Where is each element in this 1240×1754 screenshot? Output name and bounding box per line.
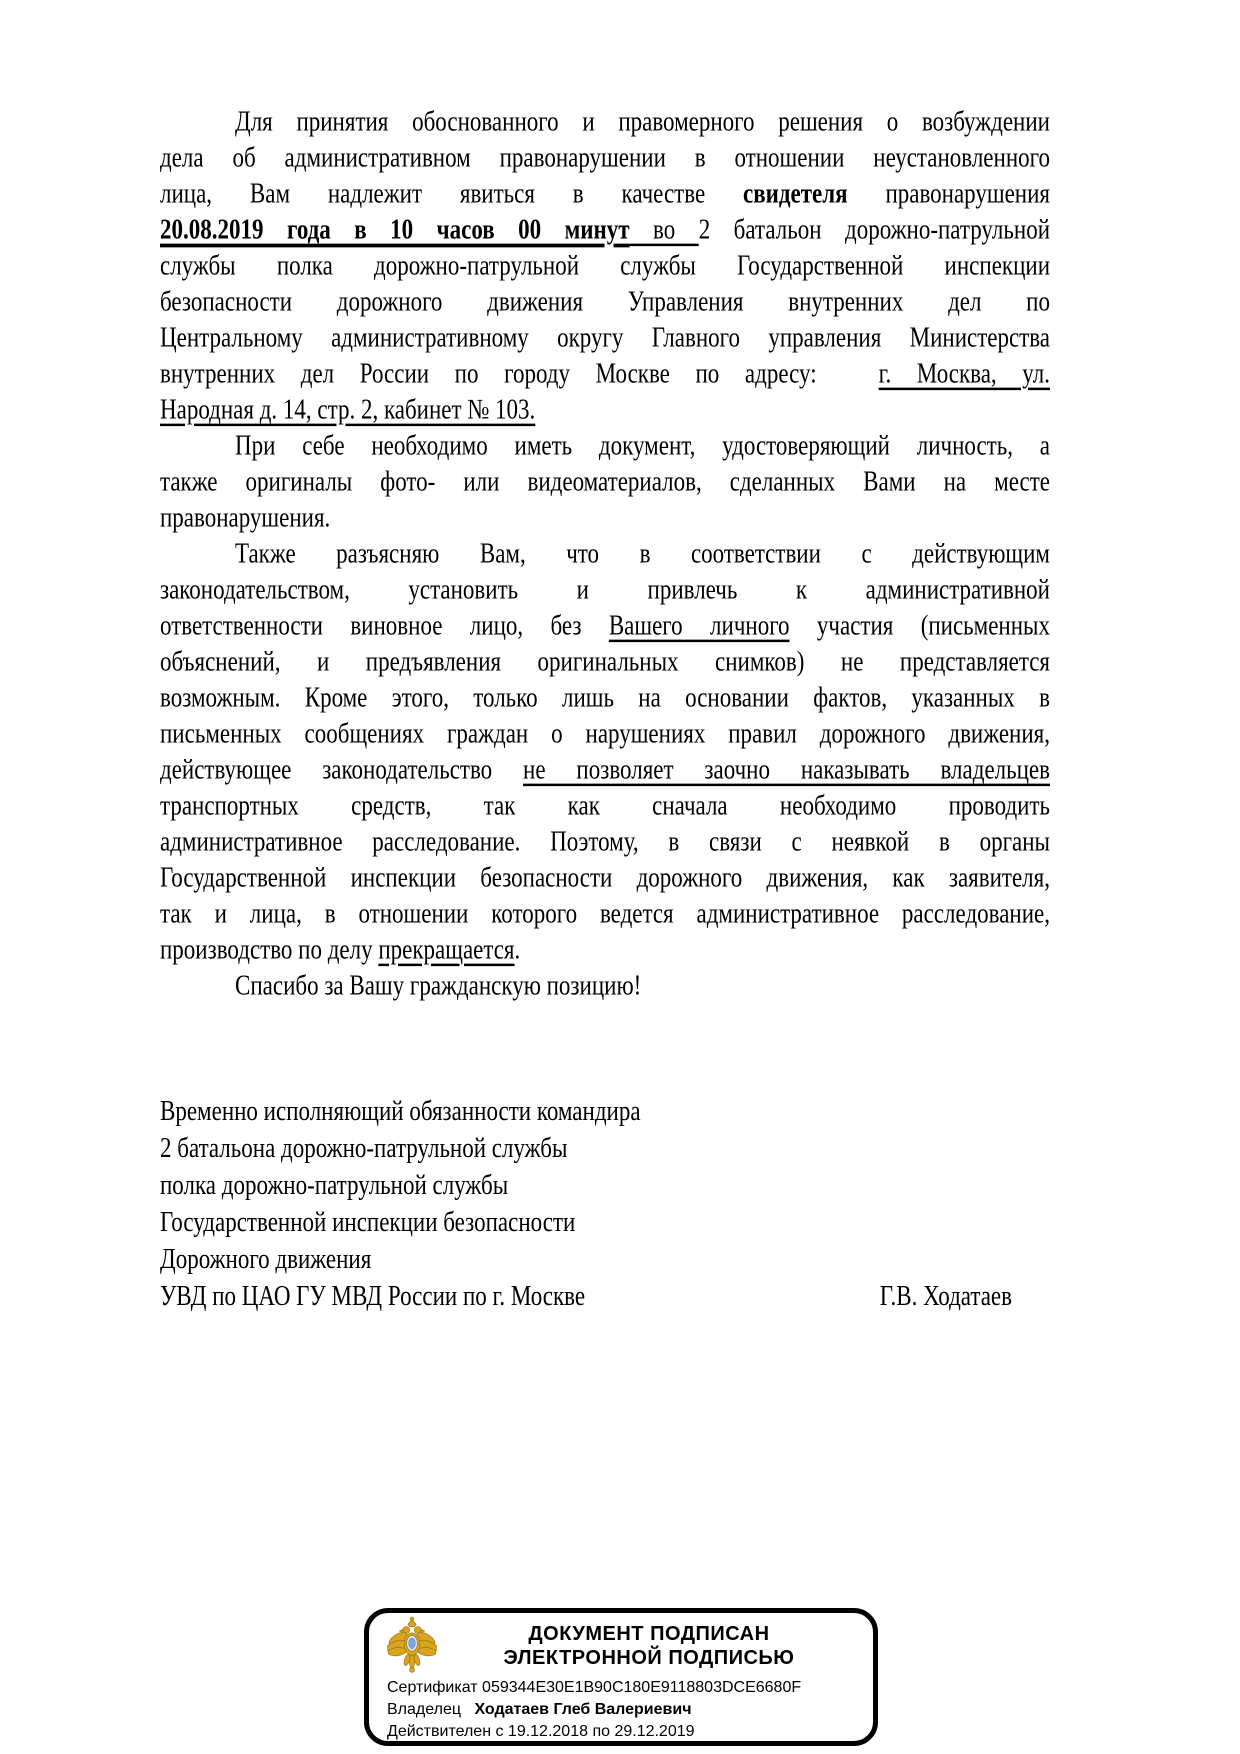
text-segment: ответственности виновное лицо, без — [160, 609, 609, 641]
text-segment: транспортных средств, так как сначала необходимо проводить — [160, 789, 1050, 821]
validity-line: Действителен с 19.12.2018 по 29.12.2019 — [387, 1723, 695, 1740]
text-segment: . — [514, 933, 521, 965]
text-segment: лица, Вам надлежит явиться в качестве — [160, 177, 744, 209]
text-segment: административное расследование. Поэтому, в связи с неявкой в органы — [160, 825, 1050, 857]
text-segment: Спасибо за Вашу гражданскую позицию! — [235, 969, 642, 1001]
text-segment: внутренних дел России по городу Москве по адресу: — [160, 357, 817, 389]
text-segment: письменных сообщениях граждан о нарушениях правил дорожного движения, — [160, 717, 1050, 749]
certificate-label: Сертификат — [387, 1679, 478, 1696]
text-segment: Государственной инспекции безопасности дорожного движения, как заявителя, — [160, 861, 1050, 893]
text-segment: Центральному административному округу Главного управления Министерства — [160, 321, 1050, 353]
mvd-eagle-emblem-icon — [387, 1616, 437, 1674]
text-segment: 2 батальон дорожно-патрульной — [698, 213, 1050, 245]
text-segment: объяснений, и предъявления оригинальных снимков) не представляется — [160, 645, 1050, 677]
signature-line: Дорожного движения — [160, 1243, 372, 1274]
text-segment: Народная д. 14, стр. 2, кабинет № 103. — [160, 393, 536, 425]
text-segment: действующее законодательство — [160, 753, 524, 785]
text-segment: При себе необходимо иметь документ, удостоверяющий личность, а — [235, 429, 1050, 461]
justify-gap — [817, 381, 879, 382]
paragraph — [160, 428, 1050, 536]
text-segment: правонарушения — [847, 177, 1050, 209]
text-segment: Вашего личного — [608, 609, 790, 641]
stamp-title-line1: ДОКУМЕНТ ПОДПИСАН — [528, 1623, 770, 1645]
owner-line — [387, 1699, 861, 1721]
paragraph — [160, 104, 1050, 428]
text-segment: дела об административном правонарушении в отношении неустановленного — [160, 141, 1050, 173]
text-segment: так и лица, в отношении которого ведется административное расследование, — [160, 897, 1050, 929]
letter-body — [160, 104, 1050, 1004]
text-segment: свидетеля — [743, 177, 848, 209]
stamp-details — [387, 1677, 861, 1743]
text-segment: законодательством, установить и привлечь к административной — [160, 573, 1050, 605]
text-segment: 20.08.2019 года в 10 часов 00 минут — [160, 213, 630, 245]
paragraph — [160, 536, 1050, 968]
text-segment: во — [629, 213, 699, 245]
stamp-title-line2: ЭЛЕКТРОННОЙ ПОДПИСЬЮ — [503, 1647, 795, 1669]
paragraph — [160, 968, 1050, 1004]
signature-line: полка дорожно-патрульной службы — [160, 1169, 509, 1200]
text-segment: безопасности дорожного движения Управления внутренних дел по — [160, 285, 1050, 317]
text-segment: Также разъясняю Вам, что в соответствии с действующим — [235, 537, 1050, 569]
signer-name: Г.В. Ходатаев — [879, 1280, 1012, 1311]
signature-stamp — [364, 1608, 878, 1746]
owner-label: Владелец — [387, 1701, 462, 1718]
text-segment: Для принятия обоснованного и правомерного решения о возбуждении — [235, 105, 1050, 137]
text-segment: службы полка дорожно-патрульной службы Государственной инспекции — [160, 249, 1050, 281]
signature-line: 2 батальона дорожно-патрульной службы — [160, 1132, 568, 1163]
text-segment: г. Москва, ул. — [878, 357, 1050, 389]
text-line — [160, 964, 1050, 1009]
text-segment: правонарушения. — [160, 501, 331, 533]
text-segment: участия (письменных — [789, 609, 1051, 641]
text-segment: также оригиналы фото- или видеоматериалов, сделанных Вами на месте — [160, 465, 1050, 497]
signature-block — [160, 1092, 1050, 1314]
signature-line: Временно исполняющий обязанности командира — [160, 1095, 641, 1126]
stamp-header — [387, 1615, 861, 1673]
owner-name: Ходатаев Глеб Валериевич — [474, 1701, 692, 1718]
text-segment: прекращается — [378, 933, 515, 965]
certificate-line — [387, 1677, 861, 1699]
stamp-title — [437, 1615, 861, 1670]
text-segment: производство по делу — [160, 933, 379, 965]
certificate-value: 059344E30E1B90C180E9118803DCE6680F — [482, 1679, 802, 1696]
signing-unit: УВД по ЦАО ГУ МВД России по г. Москве — [160, 1280, 586, 1311]
signature-line-last — [160, 1273, 1050, 1319]
text-segment: не позволяет заочно наказывать владельцев — [523, 753, 1050, 785]
text-segment: возможным. Кроме этого, только лишь на основании фактов, указанных в — [160, 681, 1050, 713]
signature-line: Государственной инспекции безопасности — [160, 1206, 576, 1237]
